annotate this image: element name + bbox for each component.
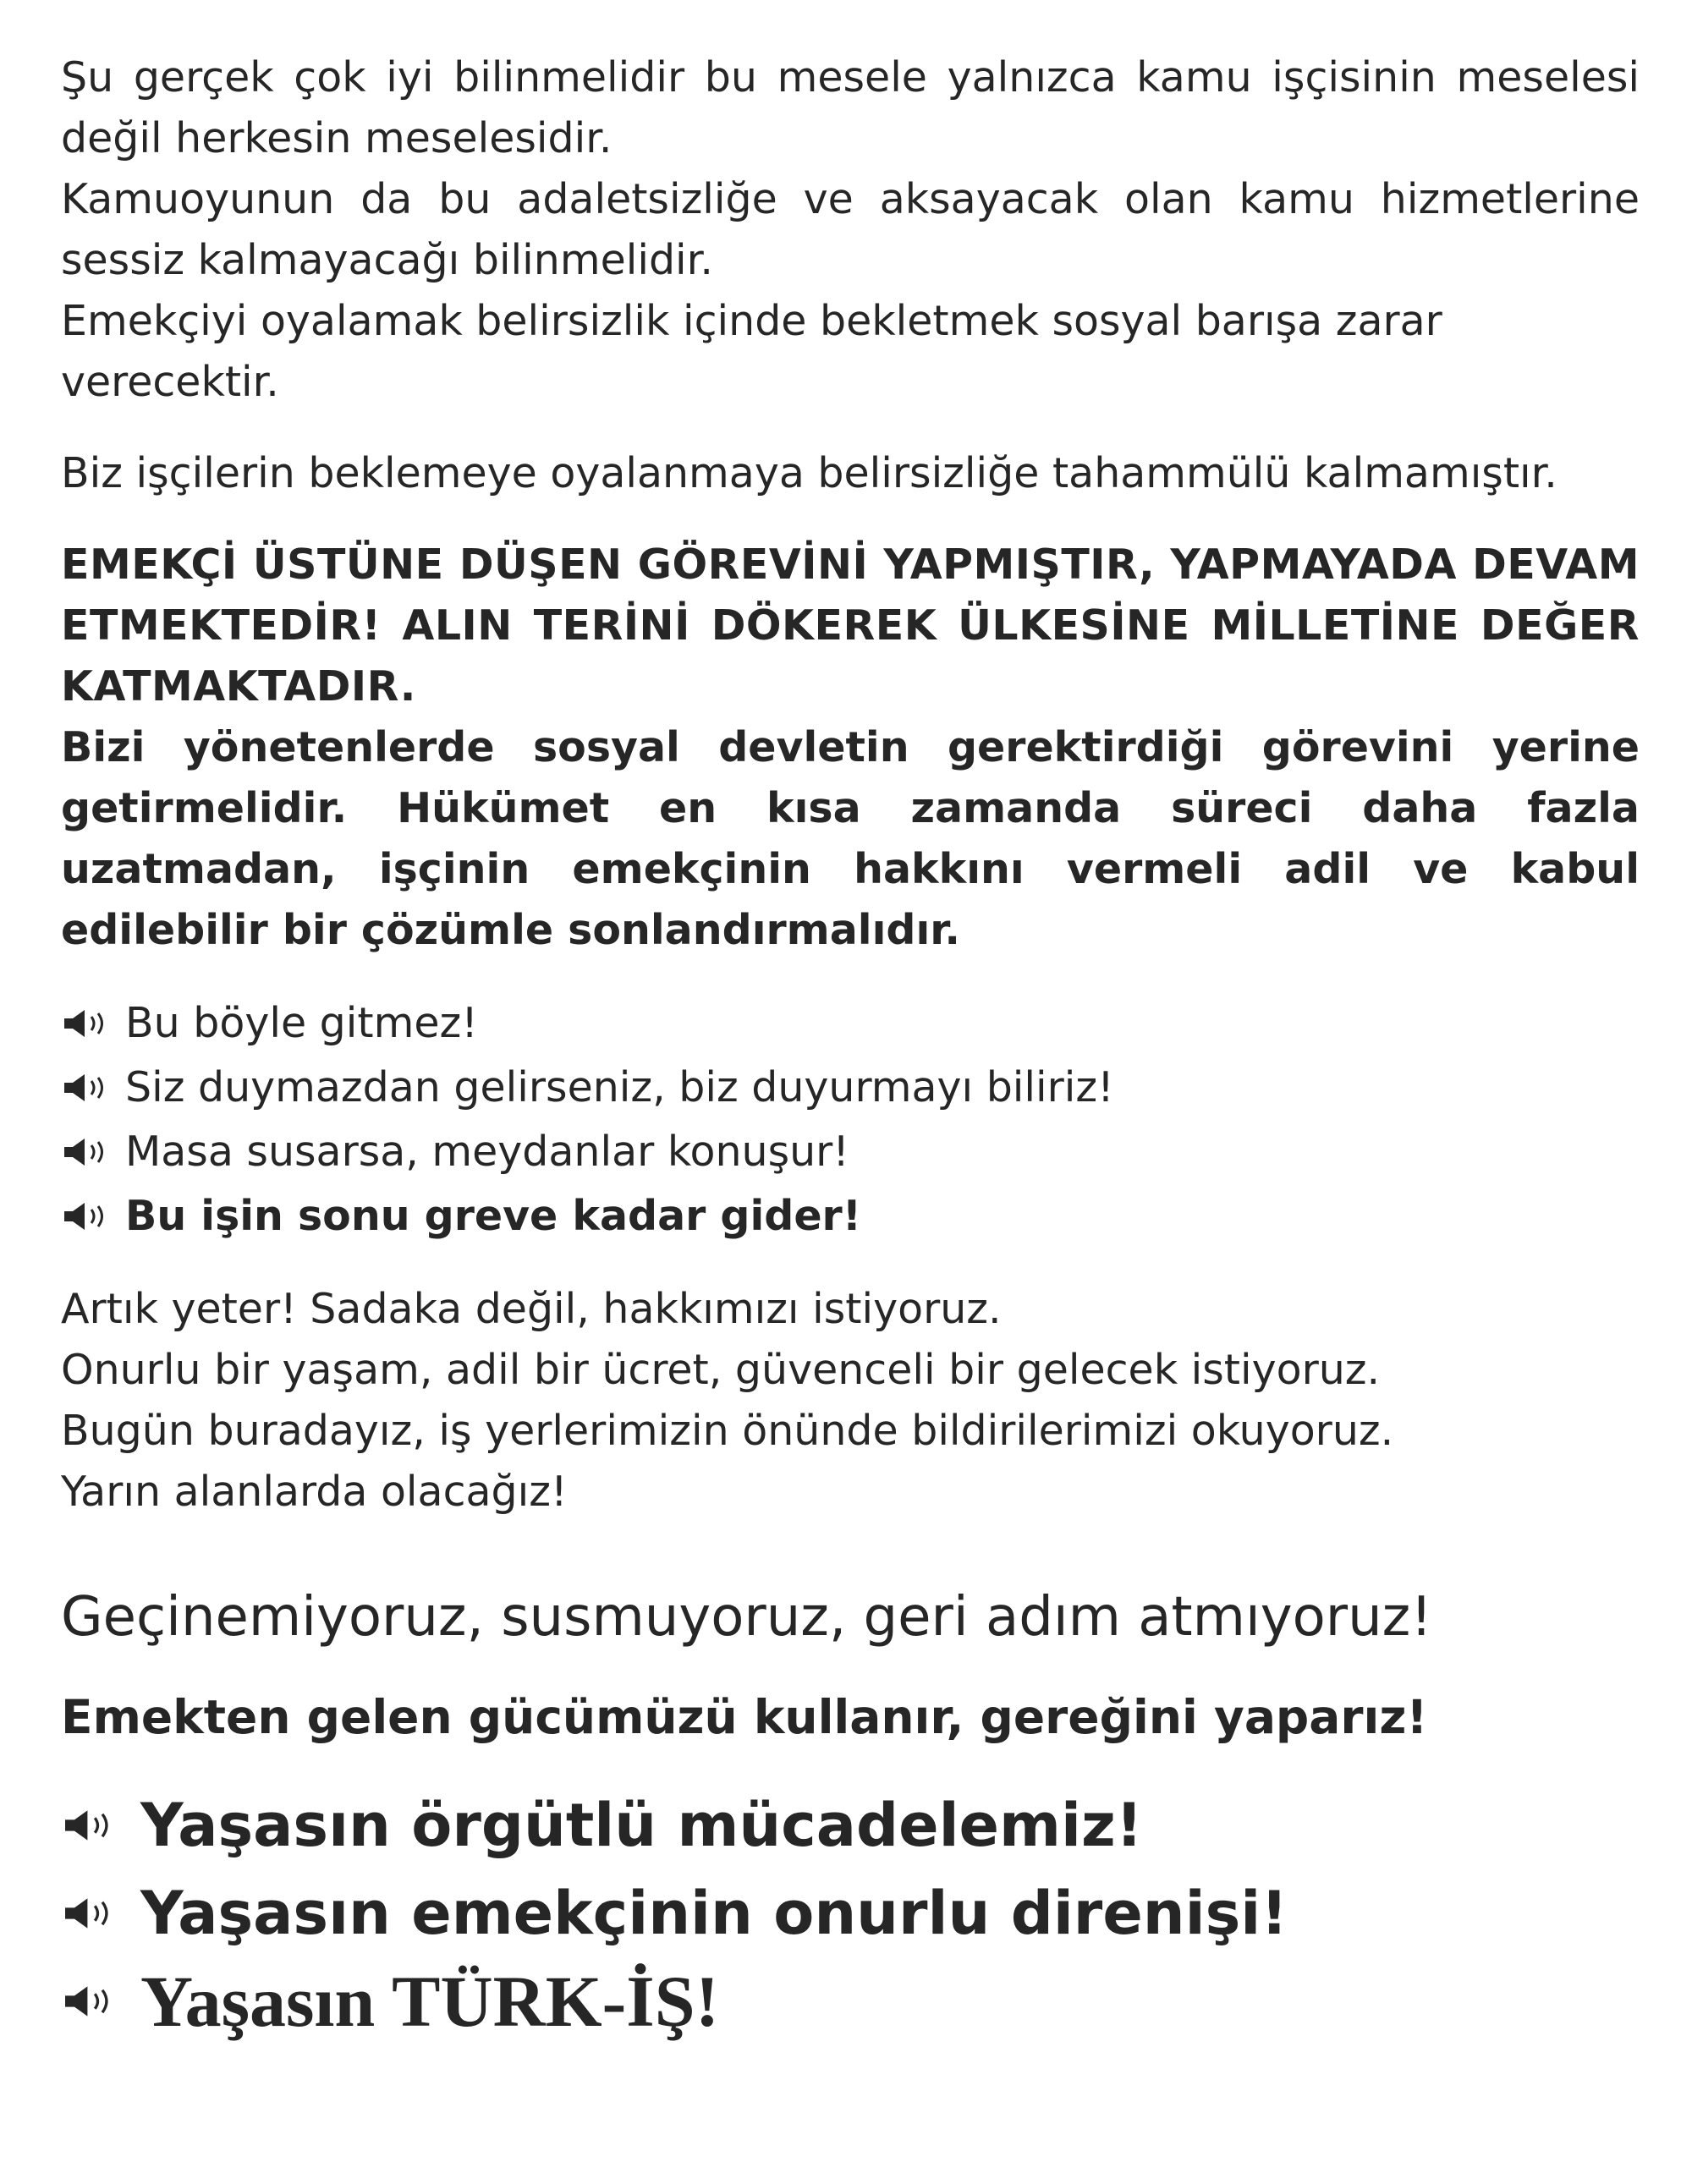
- slogan-text: Bu işin sonu greve kadar gider!: [125, 1192, 862, 1240]
- slogan-text: Masa susarsa, meydanlar konuşur!: [125, 1128, 849, 1176]
- demand-line: Bugün buradayız, iş yerlerimizin önünde bildirilerimizi okuyoruz.: [61, 1407, 1394, 1455]
- slogan-item: [61, 1120, 1640, 1184]
- speaker-icon: [61, 1807, 125, 1844]
- slogan-list: [61, 991, 1640, 1248]
- slogan-item: [61, 991, 1640, 1056]
- speaker-icon: [61, 1071, 118, 1105]
- slogan-text: Siz duymazdan gelirseniz, biz duyurmayı biliriz!: [125, 1063, 1114, 1111]
- demand-line: Artık yeter! Sadaka değil, hakkımızı istiyoruz.: [61, 1285, 1002, 1333]
- speaker-icon: [61, 1135, 118, 1169]
- final-slogan-text: Yaşasın TÜRK-İŞ!: [140, 1961, 720, 2042]
- demand-line: Yarın alanlarda olacağız!: [61, 1468, 568, 1516]
- speaker-icon: [61, 1895, 125, 1932]
- slogan-item: [61, 1184, 1640, 1248]
- demands-block: [61, 1279, 1640, 1523]
- final-slogan: [61, 1869, 1640, 1957]
- paragraph-no-tolerance: Biz işçilerin beklemeye oyalanmaya belirsizliğe tahammülü kalmamıştır.: [61, 449, 1557, 497]
- speaker-icon: [61, 1983, 125, 2020]
- final-slogan-text: Yaşasın örgütlü mücadelemiz!: [140, 1791, 1143, 1860]
- speaker-icon: [61, 1199, 118, 1233]
- slogan-text: Bu böyle gitmez!: [125, 999, 478, 1047]
- paragraph-worker-duty: EMEKÇİ ÜSTÜNE DÜŞEN GÖREVİNİ YAPMIŞTIR, YAPMAYADA DEVAM ETMEKTEDİR! ALIN TERİNİ DÖKEREK ÜLKESİNE MİLLETİNE DEĞER KATMAKTADIR.: [61, 541, 1640, 711]
- final-slogans: [61, 1781, 1640, 2045]
- demand-line: Onurlu bir yaşam, adil bir ücret, güvenceli bir gelecek istiyoruz.: [61, 1346, 1381, 1394]
- document-page: [61, 47, 1640, 2045]
- paragraph-public-issue: Şu gerçek çok iyi bilinmelidir bu mesele yalnızca kamu işçisinin meselesi değil herkesin meselesidir.: [61, 53, 1640, 162]
- final-slogan: [61, 1957, 1640, 2045]
- power-line: Emekten gelen gücümüzü kullanır, gereğini yaparız!: [61, 1690, 1428, 1744]
- slogan-item: [61, 1056, 1640, 1120]
- paragraph-social-peace: Emekçiyi oyalamak belirsizlik içinde bekletmek sosyal barışa zarar verecektir.: [61, 297, 1442, 406]
- speaker-icon: [61, 1007, 118, 1040]
- paragraph-public-opinion: Kamuoyunun da bu adaletsizliğe ve aksayacak olan kamu hizmetlerine sessiz kalmayacağı bilinmelidir.: [61, 175, 1640, 284]
- final-slogan: [61, 1781, 1640, 1869]
- declaration-line: Geçinemiyoruz, susmuyoruz, geri adım atmıyoruz!: [61, 1586, 1432, 1649]
- paragraph-government-call: Bizi yönetenlerde sosyal devletin gerektirdiği görevini yerine getirmelidir. Hükümet en kısa zamanda süreci daha fazla uzatmadan, işçinin emekçinin hakkını vermeli adil ve kabul edilebilir bir çözümle sonlandırmalıdır.: [61, 723, 1640, 954]
- final-slogan-text: Yaşasın emekçinin onurlu direnişi!: [140, 1879, 1288, 1948]
